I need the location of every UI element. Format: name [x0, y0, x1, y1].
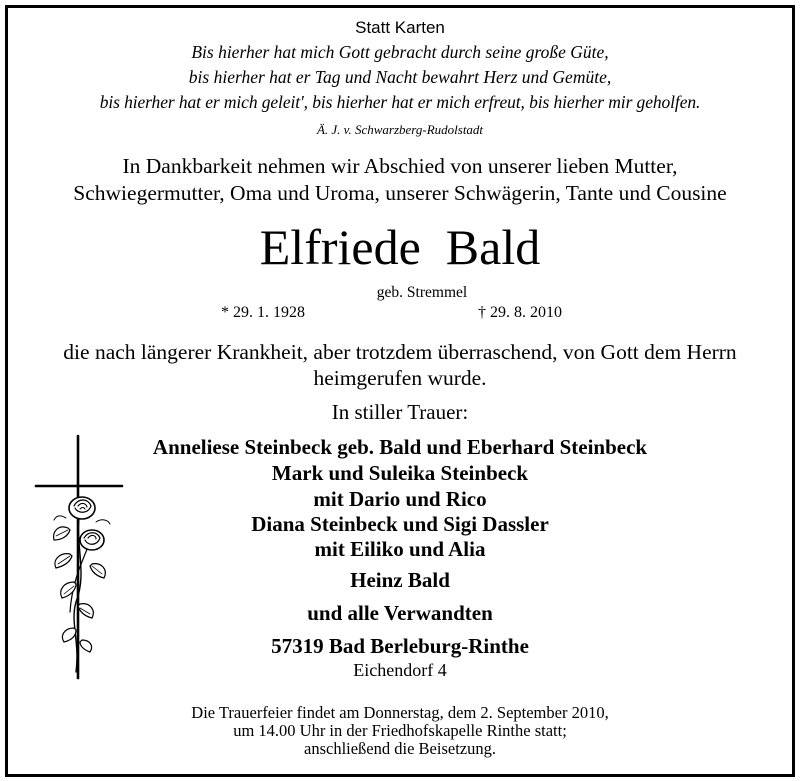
circumstance-line-1: die nach längerer Krankheit, aber trotzdem überraschend, von Gott dem Herrn: [63, 340, 737, 364]
mourner-line-4: Diana Steinbeck und Sigi Dassler: [251, 512, 549, 536]
poem-line-2: bis hierher hat er Tag und Nacht bewahrt Herz und Gemüte,: [188, 67, 612, 87]
poem-line-1: Bis hierher hat mich Gott gebracht durch seine große Güte,: [191, 42, 609, 62]
cross-with-roses-icon: [30, 432, 126, 680]
intro-line-1: In Dankbarkeit nehmen wir Abschied von unserer lieben Mutter,: [122, 154, 678, 178]
poem-line-3: bis hierher hat er mich geleit', bis hierher hat er mich erfreut, bis hierher mir geholfen.: [99, 92, 701, 112]
mourners-heading: In stiller Trauer:: [331, 400, 469, 424]
birth-date: * 29. 1. 1928: [221, 304, 305, 321]
mourner-line-3: mit Dario und Rico: [313, 487, 487, 511]
mourner-line-2: Mark und Suleika Steinbeck: [271, 461, 529, 485]
circumstance-line-2: heimgerufen wurde.: [313, 366, 487, 390]
mourner-city: 57319 Bad Berleburg-Rinthe: [271, 634, 529, 658]
funeral-line-3: anschließend die Beisetzung.: [304, 739, 496, 758]
mourner-line-1: Anneliese Steinbeck geb. Bald und Eberhard Steinbeck: [152, 435, 648, 459]
mourner-relatives: und alle Verwandten: [307, 601, 493, 625]
statt-karten-label: Statt Karten: [355, 18, 445, 37]
deceased-name: Elfriede Bald: [259, 219, 541, 275]
mourner-street: Eichendorf 4: [353, 660, 447, 680]
intro-line-2: Schwiegermutter, Oma und Uroma, unserer Schwägerin, Tante und Cousine: [73, 181, 727, 205]
funeral-line-2: um 14.00 Uhr in der Friedhofskapelle Rinthe statt;: [233, 721, 567, 740]
mourner-line-5: mit Eiliko und Alia: [314, 537, 486, 561]
death-date: † 29. 8. 2010: [478, 304, 562, 321]
poem-source: Ä. J. v. Schwarzberg-Rudolstadt: [316, 122, 484, 137]
maiden-name: geb. Stremmel: [376, 284, 468, 301]
funeral-line-1: Die Trauerfeier findet am Donnerstag, dem 2. September 2010,: [191, 703, 609, 722]
mourner-heinz: Heinz Bald: [350, 568, 450, 592]
